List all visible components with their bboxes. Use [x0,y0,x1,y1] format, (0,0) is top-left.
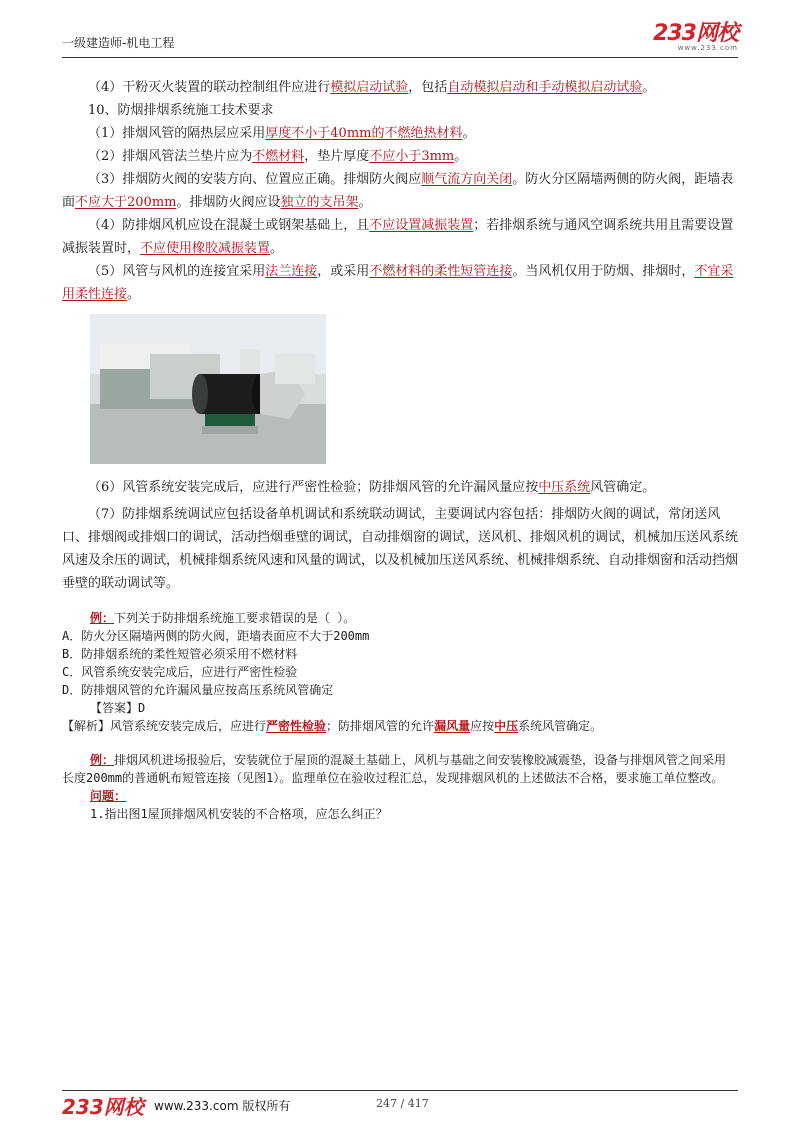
text: （3）排烟防火阀的安装方向、位置应正确。排烟防火阀应 [88,172,422,187]
text: 排烟风机进场报验后，安装就位于屋顶的混凝土基础上，风机与基础之间安装橡胶减震垫，设备与排烟风管之间采用长度200mm的普通帆布短管连接（见图1）。监理单位在验收过程汇总，发现排烟风机的上述做法不合格，要求施工单位整改。 [62,753,727,785]
answer-label: 【答案】 [90,701,139,715]
text: 应按 [470,719,495,733]
highlight: 严密性检验 [266,719,327,733]
text: ，包括 [408,80,448,95]
brand-logo [653,22,738,52]
item-5 [62,260,738,306]
brand-logo-url: www.233.com [677,44,738,52]
analysis-label: 【解析】 [62,719,111,733]
highlight: 漏风量 [434,719,471,733]
highlight: 不应使用橡胶减振装置 [140,241,271,256]
text: 。防火分区隔墙两侧的防火阀，距墙表面 [62,172,734,210]
highlight: 模拟启动试验 [330,80,409,95]
example-question [62,609,738,627]
example-label: 例： [90,753,115,767]
example-label: 例： [90,611,115,625]
example-scenario [62,751,738,787]
text: （4）干粉灭火装置的联动控制组件应进行 [88,80,331,95]
text: ，垫片厚度 [304,149,370,164]
page-footer [62,1090,738,1119]
text: 。排烟防火阀应设 [176,195,281,210]
text: 。 [270,241,284,256]
text: 。 [358,195,372,210]
analysis [62,717,738,735]
page-number: 247 / 417 [376,1097,429,1110]
example-1 [62,609,738,735]
text: 风管确定。 [590,480,656,495]
question-label: 问题： [90,789,127,803]
highlight: 法兰连接 [265,264,318,279]
example-2 [62,751,738,823]
footer-logo: 233网校 [62,1095,144,1119]
text: （2）排烟风管法兰垫片应为 [88,149,253,164]
highlight: 不应设置减振装置 [369,218,474,233]
highlight: 不应小于3mm [369,149,455,164]
text: （1）排烟风管的隔热层应采用 [88,126,266,141]
text: ，或采用 [317,264,370,279]
text: （5）风管与风机的连接宜采用 [88,264,266,279]
text: 系统风管确定。 [518,719,603,733]
question-heading [62,787,738,805]
text: （4）防排烟风机应设在混凝土或钢架基础上，且 [88,218,370,233]
highlight: 不燃材料的柔性短管连接 [369,264,513,279]
answer [62,699,738,717]
text: ；防排烟风管的允许 [326,719,435,733]
item-7: （7）防排烟系统调试应包括设备单机调试和系统联动调试，主要调试内容包括：排烟防火阀的调试，常闭送风口、排烟阀或排烟口的调试，活动挡烟垂壁的调试，自动排烟窗的调试，送风机、排烟风机的调试，机械加压送风系统风速及余压的调试，机械排烟系统风速和风量的调试，以及机械加压送风系统、机械排烟系统、自动排烟窗和活动挡烟垂壁的联动调试等。 [62,507,739,591]
page-header [62,22,738,58]
item-4 [62,214,738,260]
paragraph-4 [62,76,738,99]
text: 风管系统安装完成后，应进行 [110,719,267,733]
item-6 [62,476,738,499]
rooftop-fan-photo [90,314,326,464]
text: 。 [454,149,468,164]
highlight: 不燃材料 [252,149,305,164]
section-heading: 10、防烟排烟系统施工技术要求 [88,103,274,118]
text: 下列关于防排烟系统施工要求错误的是（ ）。 [114,611,356,625]
text: 。 [462,126,476,141]
highlight: 自动模拟启动和手动模拟启动试验 [447,80,643,95]
option-c: C．风管系统安装完成后，应进行严密性检验 [62,665,298,679]
item-3 [62,168,738,214]
option-d: D．防排烟风管的允许漏风量应按高压系统风管确定 [62,683,334,697]
option-a: A．防火分区隔墙两侧的防火阀，距墙表面应不大于200mm [62,629,370,643]
option-b: B．防排烟系统的柔性短管必须采用不燃材料 [62,647,298,661]
highlight: 中压系统 [538,480,591,495]
item-1 [62,122,738,145]
highlight: 不应大于200mm [75,195,177,210]
rooftop-fan-illustration [90,314,326,464]
highlight: 独立的支吊架 [280,195,359,210]
text: （6）风管系统安装完成后，应进行严密性检验；防排烟风管的允许漏风量应按 [88,480,539,495]
text: 。 [127,287,141,302]
text: 。 [642,80,656,95]
header-title: 一级建造师-机电工程 [62,36,175,50]
answer-value: D [138,701,146,715]
highlight: 厚度不小于40mm的不燃绝热材料 [265,126,463,141]
question-1: 1.指出图1屋顶排烟风机安装的不合格项，应怎么纠正？ [90,807,388,821]
brand-logo-text: 233网校 [653,21,738,46]
item-2 [62,145,738,168]
footer-copyright: www.233.com 版权所有 [154,1099,291,1113]
highlight: 中压 [494,719,519,733]
document-body [62,76,738,823]
text: ；若排烟系统与通风空调系统共用且需要设置减振装置时， [62,218,734,256]
highlight: 顺气流方向关闭 [421,172,513,187]
highlight: 不宜采用柔性连接 [62,264,734,302]
text: 。当风机仅用于防烟、排烟时， [512,264,695,279]
